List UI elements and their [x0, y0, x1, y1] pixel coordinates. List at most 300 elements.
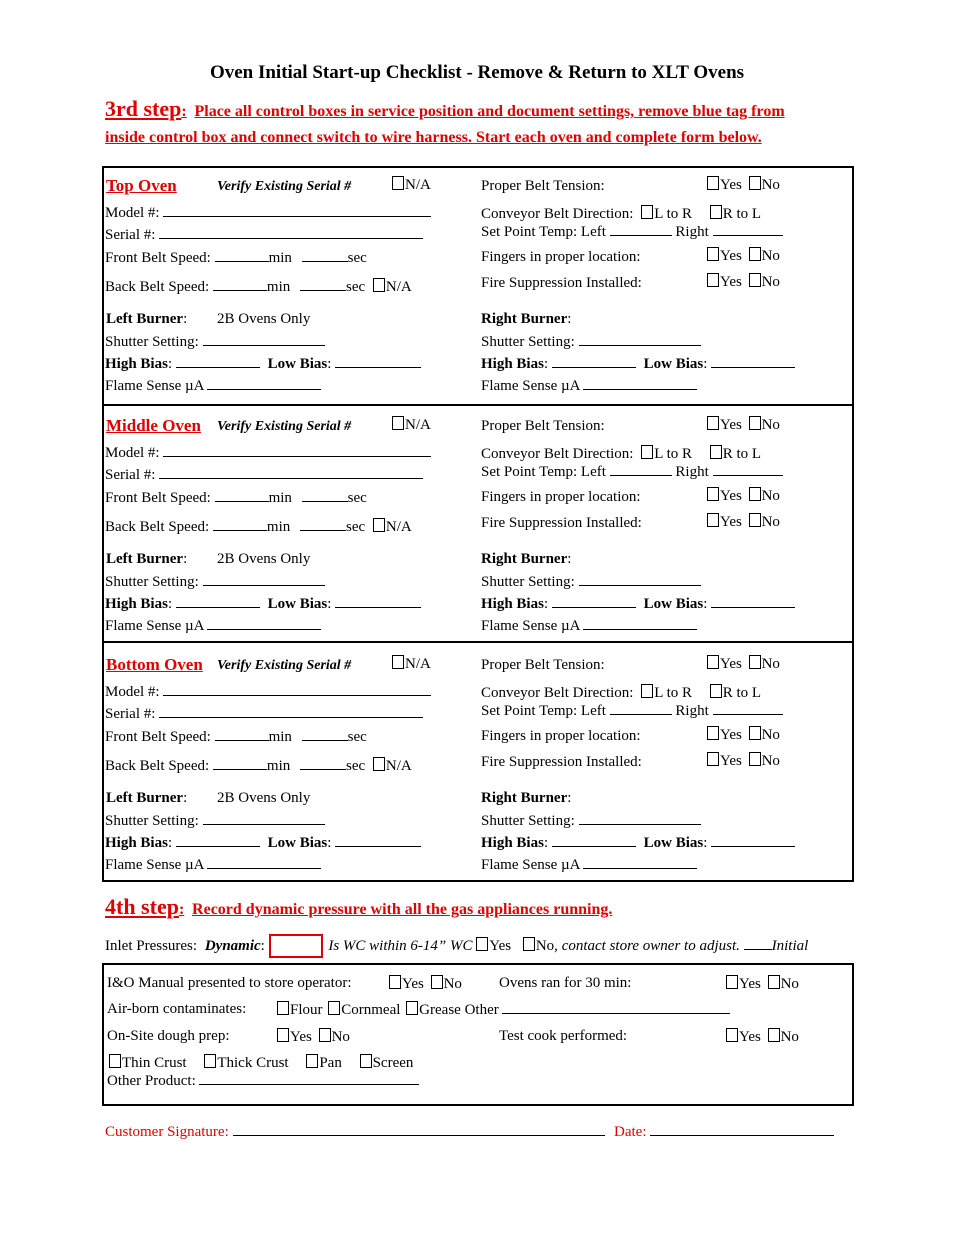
right-high-bias-label: High Bias: [481, 356, 544, 372]
right-burner-colon: :: [567, 551, 572, 567]
other-product-label: Other Product:: [107, 1073, 196, 1089]
front-belt-min-line[interactable]: [215, 739, 269, 741]
left-shutter-row: [105, 813, 325, 830]
right-burner-label: Right Burner: [481, 790, 568, 806]
left-high-bias-colon: :: [167, 356, 173, 372]
model-label: Model #:: [105, 445, 160, 461]
left-flame-row: [105, 618, 321, 635]
step3-line2: inside control box and connect switch to wire harness. Start each oven and complete form below.: [105, 129, 762, 146]
left-flame-line[interactable]: [207, 867, 321, 869]
right-low-bias-line[interactable]: [711, 606, 795, 608]
serial-row: [105, 227, 423, 244]
dynamic-label: Dynamic: [204, 938, 261, 954]
right-burner-colon: :: [567, 311, 572, 327]
serial-na: [392, 176, 431, 194]
l-to-r-checkbox[interactable]: [641, 684, 653, 698]
l-to-r-checkbox[interactable]: [641, 445, 653, 459]
oven-header: [106, 176, 177, 196]
l-to-r-label: L to R: [654, 685, 692, 701]
right-low-bias-label: Low Bias: [643, 835, 704, 851]
serial-line[interactable]: [159, 716, 423, 718]
left-high-bias-label: High Bias: [105, 356, 168, 372]
left-low-bias-line[interactable]: [335, 845, 421, 847]
dough-yes-label: Yes: [290, 1029, 312, 1045]
fire-yes-label: Yes: [720, 274, 742, 290]
right-bias-row: [481, 356, 795, 373]
date-label: Date:: [614, 1124, 647, 1140]
back-belt-row: [105, 278, 412, 296]
front-belt-sec-line[interactable]: [302, 260, 348, 262]
left-burner-row: [106, 790, 187, 807]
fire-label: Fire Suppression Installed:: [481, 754, 642, 770]
serial-label: Serial #:: [105, 706, 156, 722]
fire-yes-checkbox[interactable]: [707, 513, 719, 527]
step4-text: Record dynamic pressure with all the gas appliances running.: [192, 901, 613, 918]
dynamic-pressure-field[interactable]: [269, 934, 323, 958]
set-point-left-line[interactable]: [610, 234, 672, 236]
front-belt-row: [105, 729, 367, 746]
left-flame-line[interactable]: [207, 628, 321, 630]
serial-row: [105, 467, 423, 484]
left-high-bias-colon: :: [167, 596, 173, 612]
right-flame-label: Flame Sense µA: [481, 618, 580, 634]
r-to-l-checkbox[interactable]: [710, 445, 722, 459]
cornmeal-checkbox[interactable]: [328, 1001, 340, 1015]
belt-tension-no-checkbox[interactable]: [749, 176, 761, 190]
back-belt-min-line[interactable]: [213, 289, 267, 291]
belt-tension-yes-checkbox[interactable]: [707, 416, 719, 430]
front-belt-min: min: [268, 729, 292, 745]
front-belt-label: Front Belt Speed:: [105, 250, 211, 266]
left-low-bias-line[interactable]: [335, 366, 421, 368]
model-line[interactable]: [163, 215, 431, 217]
belt-tension-no-label: No: [761, 656, 780, 672]
verify-serial-label: Verify Existing Serial #: [217, 419, 352, 434]
manual-row: [107, 975, 352, 992]
dough-options: [277, 1028, 350, 1046]
belt-tension-no-label: No: [761, 417, 780, 433]
left-flame-label: Flame Sense µA: [105, 857, 204, 873]
set-point-right-line[interactable]: [713, 474, 783, 476]
customer-signature-label: Customer Signature:: [105, 1124, 229, 1140]
left-burner-label: Left Burner: [106, 311, 184, 327]
right-low-bias-label: Low Bias: [643, 596, 704, 612]
right-flame-row: [481, 378, 697, 395]
step3-label: 3rd step: [105, 96, 182, 121]
back-belt-na-checkbox[interactable]: [373, 757, 385, 771]
fingers-no-checkbox[interactable]: [749, 726, 761, 740]
back-belt-sec: sec: [346, 519, 366, 535]
fire-no-label: No: [761, 514, 780, 530]
left-high-bias-line[interactable]: [176, 606, 260, 608]
back-belt-min: min: [266, 279, 291, 295]
left-shutter-line[interactable]: [203, 823, 325, 825]
left-shutter-row: [105, 334, 325, 351]
set-point-right-line[interactable]: [713, 713, 783, 715]
model-label: Model #:: [105, 205, 160, 221]
left-low-bias-label: Low Bias: [267, 596, 328, 612]
test-cook-label: Test cook performed:: [499, 1028, 628, 1044]
serial-na: [392, 655, 431, 673]
front-belt-sec: sec: [347, 250, 367, 266]
verify-serial: [217, 418, 351, 435]
ovens-ran-label: Ovens ran for 30 min:: [499, 975, 632, 991]
right-low-bias-line[interactable]: [711, 366, 795, 368]
fire-no-checkbox[interactable]: [749, 273, 761, 287]
fingers-no-checkbox[interactable]: [749, 487, 761, 501]
back-belt-na-checkbox[interactable]: [373, 278, 385, 292]
fire-label: Fire Suppression Installed:: [481, 275, 642, 291]
right-high-bias-line[interactable]: [552, 845, 636, 847]
front-belt-min-line[interactable]: [215, 500, 269, 502]
right-flame-row: [481, 857, 697, 874]
serial-label: Serial #:: [105, 467, 156, 483]
left-shutter-line[interactable]: [203, 584, 325, 586]
fingers-label: Fingers in proper location:: [481, 728, 641, 744]
belt-tension-yes-checkbox[interactable]: [707, 655, 719, 669]
serial-label: Serial #:: [105, 227, 156, 243]
front-belt-row: [105, 250, 367, 267]
belt-tension-options: [707, 176, 780, 194]
set-point-row: [481, 703, 783, 720]
front-belt-min: min: [268, 490, 292, 506]
fingers-options: [707, 247, 780, 265]
front-belt-sec-line[interactable]: [302, 739, 348, 741]
serial-na-checkbox[interactable]: [392, 416, 404, 430]
left-shutter-line[interactable]: [203, 344, 325, 346]
right-low-bias-colon: :: [703, 835, 708, 851]
fire-yes-checkbox[interactable]: [707, 752, 719, 766]
fingers-no-checkbox[interactable]: [749, 247, 761, 261]
belt-tension-yes-label: Yes: [720, 656, 742, 672]
right-burner-label: Right Burner: [481, 311, 568, 327]
two-b-label: 2B Ovens Only: [217, 551, 311, 567]
fingers-options: [707, 487, 780, 505]
dough-yes-checkbox[interactable]: [277, 1028, 289, 1042]
front-belt-min-line[interactable]: [215, 260, 269, 262]
serial-line[interactable]: [159, 237, 423, 239]
serial-line[interactable]: [159, 477, 423, 479]
is-wc-label: Is WC within 6-14” WC: [328, 938, 473, 954]
right-flame-line[interactable]: [583, 388, 697, 390]
l-to-r-label: L to R: [654, 446, 692, 462]
back-belt-label: Back Belt Speed:: [105, 519, 210, 535]
step3-heading: [105, 96, 785, 122]
set-point-left-line[interactable]: [610, 474, 672, 476]
verify-serial: [217, 657, 351, 674]
set-point-right-line[interactable]: [713, 234, 783, 236]
left-low-bias-line[interactable]: [335, 606, 421, 608]
set-point-right-label: Right: [675, 224, 709, 240]
step4-colon: :: [178, 901, 185, 918]
manual-options: [389, 975, 462, 993]
conveyor-label: Conveyor Belt Direction:: [481, 446, 634, 462]
customer-signature-line[interactable]: [233, 1134, 605, 1136]
serial-na-checkbox[interactable]: [392, 655, 404, 669]
fire-yes-checkbox[interactable]: [707, 273, 719, 287]
left-low-bias-label: Low Bias: [267, 356, 328, 372]
flour-label: Flour: [290, 1002, 323, 1018]
model-line[interactable]: [163, 694, 431, 696]
right-high-bias-line[interactable]: [552, 606, 636, 608]
set-point-label: Set Point Temp: Left: [481, 464, 606, 480]
fire-yes-label: Yes: [720, 514, 742, 530]
model-line[interactable]: [163, 455, 431, 457]
left-bias-row: [105, 596, 421, 613]
wc-yes-checkbox[interactable]: [476, 937, 488, 951]
belt-tension-options: [707, 655, 780, 673]
front-belt-sec-line[interactable]: [302, 500, 348, 502]
flour-checkbox[interactable]: [277, 1001, 289, 1015]
right-shutter-line[interactable]: [579, 584, 701, 586]
thick-crust-label: Thick Crust: [217, 1055, 289, 1071]
fingers-yes-label: Yes: [720, 248, 742, 264]
manual-no-checkbox[interactable]: [431, 975, 443, 989]
left-high-bias-line[interactable]: [176, 366, 260, 368]
right-low-bias-line[interactable]: [711, 845, 795, 847]
cornmeal-label: Cornmeal: [341, 1002, 401, 1018]
back-belt-label: Back Belt Speed:: [105, 758, 210, 774]
dough-no-label: No: [331, 1029, 350, 1045]
signature-row: [105, 1124, 605, 1141]
serial-na-label: N/A: [405, 656, 431, 672]
ovens-ran-no-checkbox[interactable]: [768, 975, 780, 989]
left-burner-row: [106, 311, 187, 328]
other-line[interactable]: [502, 1012, 730, 1014]
back-belt-na-label: N/A: [385, 279, 412, 295]
left-shutter-row: [105, 574, 325, 591]
right-shutter-label: Shutter Setting:: [481, 574, 575, 590]
belt-tension-label: Proper Belt Tension:: [481, 657, 605, 673]
inlet-label: Inlet Pressures:: [105, 938, 198, 954]
belt-tension-yes-label: Yes: [720, 417, 742, 433]
belt-tension-options: [707, 416, 780, 434]
fire-yes-label: Yes: [720, 753, 742, 769]
two-b-label: 2B Ovens Only: [217, 790, 311, 806]
ovens-ran-yes-label: Yes: [739, 976, 761, 992]
front-belt-label: Front Belt Speed:: [105, 490, 211, 506]
set-point-row: [481, 464, 783, 481]
front-belt-sec: sec: [347, 490, 367, 506]
right-burner-row: [481, 790, 571, 807]
left-low-bias-colon: :: [327, 835, 332, 851]
back-belt-min: min: [266, 758, 291, 774]
belt-tension-yes-checkbox[interactable]: [707, 176, 719, 190]
step3-colon: :: [181, 103, 187, 120]
left-high-bias-colon: :: [167, 835, 173, 851]
model-row: [105, 684, 431, 701]
left-shutter-label: Shutter Setting:: [105, 574, 199, 590]
serial-na: [392, 416, 431, 434]
right-high-bias-colon: :: [543, 356, 549, 372]
right-shutter-row: [481, 334, 701, 351]
screen-label: Screen: [372, 1055, 414, 1071]
back-belt-na-checkbox[interactable]: [373, 518, 385, 532]
fire-options: [707, 273, 780, 291]
test-cook-yes-label: Yes: [739, 1029, 761, 1045]
belt-tension-no-checkbox[interactable]: [749, 655, 761, 669]
oven-header: [106, 655, 203, 675]
r-to-l-checkbox[interactable]: [710, 205, 722, 219]
set-point-row: [481, 224, 783, 241]
set-point-label: Set Point Temp: Left: [481, 703, 606, 719]
fire-label: Fire Suppression Installed:: [481, 515, 642, 531]
back-belt-row: [105, 518, 412, 536]
l-to-r-checkbox[interactable]: [641, 205, 653, 219]
oven-name: Top Oven: [106, 176, 177, 195]
right-high-bias-colon: :: [543, 835, 549, 851]
left-shutter-label: Shutter Setting:: [105, 813, 199, 829]
model-row: [105, 205, 431, 222]
belt-tension-no-checkbox[interactable]: [749, 416, 761, 430]
fire-no-label: No: [761, 274, 780, 290]
r-to-l-checkbox[interactable]: [710, 684, 722, 698]
left-flame-line[interactable]: [207, 388, 321, 390]
manual-no-label: No: [443, 976, 462, 992]
crust-options: [109, 1054, 413, 1072]
initial-label: Initial: [771, 938, 809, 954]
front-belt-row: [105, 490, 367, 507]
oven-divider-2: [102, 641, 854, 643]
left-flame-label: Flame Sense µA: [105, 378, 204, 394]
fingers-yes-label: Yes: [720, 727, 742, 743]
conveyor-row: [481, 684, 761, 702]
oven-divider-1: [102, 404, 854, 406]
right-high-bias-line[interactable]: [552, 366, 636, 368]
fingers-yes-checkbox[interactable]: [707, 247, 719, 261]
set-point-right-label: Right: [675, 703, 709, 719]
serial-row: [105, 706, 423, 723]
back-belt-na-label: N/A: [385, 519, 412, 535]
serial-na-checkbox[interactable]: [392, 176, 404, 190]
serial-na-label: N/A: [405, 417, 431, 433]
back-belt-row: [105, 757, 412, 775]
screen-checkbox[interactable]: [360, 1054, 372, 1068]
page-title: Oven Initial Start-up Checklist - Remove & Return to XLT Ovens: [209, 62, 745, 83]
fingers-no-label: No: [761, 248, 780, 264]
inlet-row: [105, 934, 808, 958]
front-belt-sec: sec: [347, 729, 367, 745]
wc-yes-label: Yes: [489, 938, 512, 954]
right-flame-label: Flame Sense µA: [481, 857, 580, 873]
right-shutter-line[interactable]: [579, 823, 701, 825]
front-belt-min: min: [268, 250, 292, 266]
left-shutter-label: Shutter Setting:: [105, 334, 199, 350]
left-high-bias-label: High Bias: [105, 596, 168, 612]
right-burner-row: [481, 551, 571, 568]
back-belt-sec-line[interactable]: [300, 289, 346, 291]
wc-no-checkbox[interactable]: [523, 937, 535, 951]
grease-checkbox[interactable]: [406, 1001, 418, 1015]
right-flame-label: Flame Sense µA: [481, 378, 580, 394]
right-high-bias-label: High Bias: [481, 596, 544, 612]
dynamic-colon: :: [260, 938, 265, 954]
fire-no-checkbox[interactable]: [749, 752, 761, 766]
fingers-label: Fingers in proper location:: [481, 249, 641, 265]
right-flame-line[interactable]: [583, 867, 697, 869]
date-line[interactable]: [650, 1134, 834, 1136]
airborne-options: [277, 1001, 730, 1019]
fire-no-checkbox[interactable]: [749, 513, 761, 527]
verify-serial-label: Verify Existing Serial #: [217, 658, 352, 673]
thin-crust-label: Thin Crust: [122, 1055, 187, 1071]
right-shutter-line[interactable]: [579, 344, 701, 346]
thick-crust-checkbox[interactable]: [204, 1054, 216, 1068]
serial-na-label: N/A: [405, 177, 431, 193]
right-burner-row: [481, 311, 571, 328]
manual-label: I&O Manual presented to store operator:: [107, 975, 352, 991]
right-burner-colon: :: [567, 790, 572, 806]
two-b-label: 2B Ovens Only: [217, 311, 311, 327]
dough-no-checkbox[interactable]: [319, 1028, 331, 1042]
manual-yes-checkbox[interactable]: [389, 975, 401, 989]
other-product-row: [107, 1073, 419, 1090]
fingers-no-label: No: [761, 727, 780, 743]
contact-label: contact store owner to adjust.: [561, 938, 740, 954]
r-to-l-label: R to L: [722, 685, 762, 701]
fire-options: [707, 513, 780, 531]
grease-label: Grease: [419, 1002, 461, 1018]
fingers-yes-checkbox[interactable]: [707, 726, 719, 740]
right-low-bias-colon: :: [703, 356, 708, 372]
wc-no-label: No,: [535, 938, 558, 954]
left-low-bias-label: Low Bias: [267, 835, 328, 851]
belt-tension-label: Proper Belt Tension:: [481, 418, 605, 434]
fingers-options: [707, 726, 780, 744]
test-cook-yes-checkbox[interactable]: [726, 1028, 738, 1042]
thin-crust-checkbox[interactable]: [109, 1054, 121, 1068]
pan-label: Pan: [319, 1055, 342, 1071]
test-cook-options: [726, 1028, 799, 1046]
belt-tension-label: Proper Belt Tension:: [481, 178, 605, 194]
step4-heading: [105, 894, 612, 920]
set-point-left-line[interactable]: [610, 713, 672, 715]
set-point-right-label: Right: [675, 464, 709, 480]
other-product-line[interactable]: [199, 1083, 419, 1085]
oven-name: Middle Oven: [106, 416, 201, 435]
left-burner-label: Left Burner: [106, 551, 184, 567]
conveyor-row: [481, 445, 761, 463]
fingers-yes-checkbox[interactable]: [707, 487, 719, 501]
belt-tension-yes-label: Yes: [720, 177, 742, 193]
back-belt-sec-line[interactable]: [300, 529, 346, 531]
right-flame-line[interactable]: [583, 628, 697, 630]
back-belt-min-line[interactable]: [213, 768, 267, 770]
left-high-bias-line[interactable]: [176, 845, 260, 847]
other-label: Other: [464, 1002, 499, 1018]
pan-checkbox[interactable]: [306, 1054, 318, 1068]
right-high-bias-colon: :: [543, 596, 549, 612]
l-to-r-label: L to R: [654, 206, 692, 222]
ovens-ran-no-label: No: [780, 976, 799, 992]
back-belt-min-line[interactable]: [213, 529, 267, 531]
right-low-bias-label: Low Bias: [643, 356, 704, 372]
left-burner-colon: :: [183, 311, 188, 327]
back-belt-sec-line[interactable]: [300, 768, 346, 770]
oven-header: [106, 416, 201, 436]
left-low-bias-colon: :: [327, 356, 332, 372]
right-shutter-row: [481, 574, 701, 591]
right-burner-label: Right Burner: [481, 551, 568, 567]
initial-line[interactable]: [744, 948, 772, 950]
left-burner-label: Left Burner: [106, 790, 184, 806]
fire-options: [707, 752, 780, 770]
ovens-ran-yes-checkbox[interactable]: [726, 975, 738, 989]
manual-yes-label: Yes: [402, 976, 424, 992]
right-flame-row: [481, 618, 697, 635]
fire-no-label: No: [761, 753, 780, 769]
test-cook-no-checkbox[interactable]: [768, 1028, 780, 1042]
